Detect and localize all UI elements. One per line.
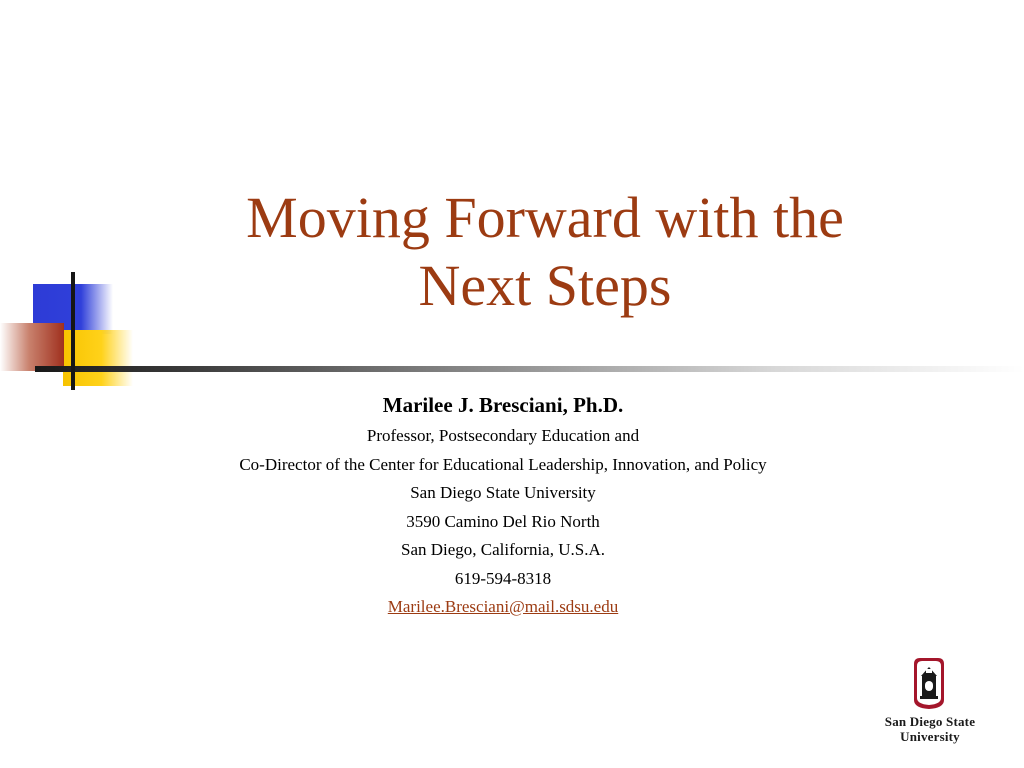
red-bar-decoration bbox=[0, 323, 64, 371]
author-street: 3590 Camino Del Rio North bbox=[406, 511, 600, 531]
logo-line-2 bbox=[862, 729, 998, 744]
author-city: San Diego, California, U.S.A. bbox=[401, 540, 605, 559]
author-university: San Diego State University bbox=[410, 483, 596, 502]
logo-line-1 bbox=[862, 714, 998, 729]
horizontal-rule bbox=[35, 366, 1024, 372]
title-line-2: Next Steps bbox=[418, 253, 672, 318]
logo-text-2: University bbox=[900, 729, 960, 744]
author-title: Professor, Postsecondary Education and bbox=[366, 426, 640, 445]
author-phone: 619-594-8318 bbox=[454, 568, 552, 588]
author-name: Marilee J. Bresciani, Ph.D. bbox=[382, 393, 624, 417]
author-role: Co-Director of the Center for Educational Leadership, Innovation, and Policy bbox=[239, 454, 767, 474]
vertical-rule bbox=[71, 272, 75, 390]
author-block bbox=[100, 392, 906, 622]
author-email-link[interactable]: Marilee.Bresciani@mail.sdsu.edu bbox=[387, 597, 619, 616]
slide-title bbox=[140, 184, 950, 320]
logo-text-1: San Diego State bbox=[884, 714, 976, 729]
title-line-1: Moving Forward with the bbox=[246, 185, 844, 250]
sdsu-seal-icon bbox=[912, 656, 946, 710]
sdsu-logo bbox=[862, 656, 998, 748]
